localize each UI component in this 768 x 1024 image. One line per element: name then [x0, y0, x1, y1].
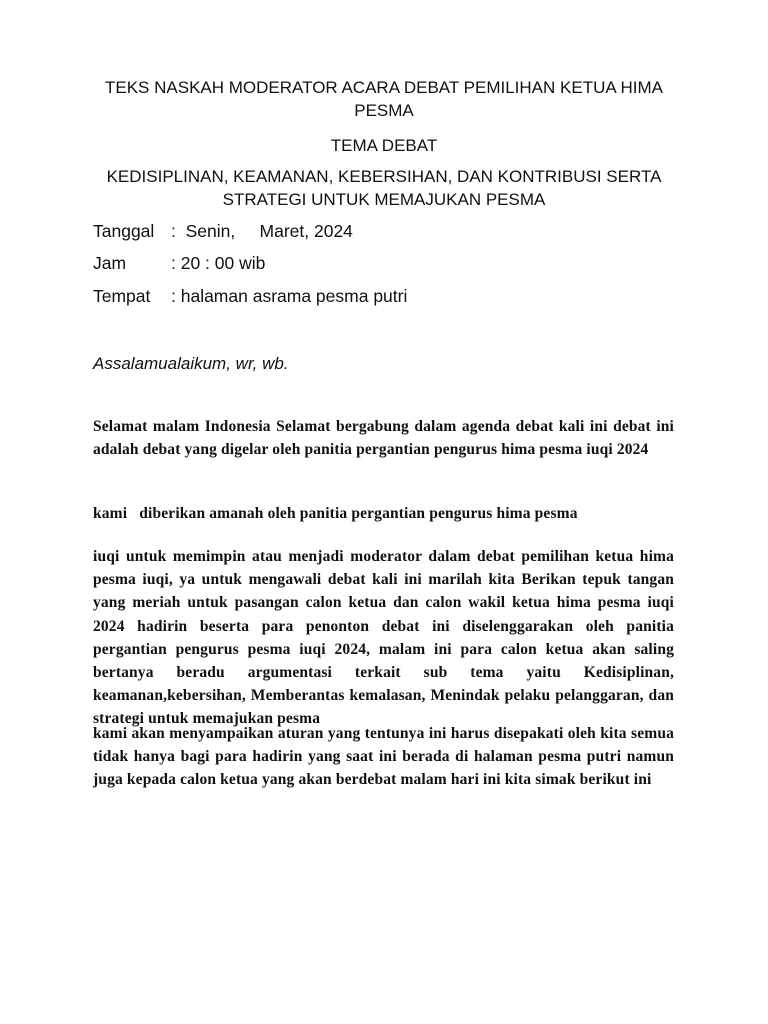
time-value: : 20 : 00 wib — [171, 253, 266, 273]
time-row — [93, 251, 265, 275]
document-title-line-1: TEKS NASKAH MODERATOR ACARA DEBAT PEMILIHAN KETUA HIMA — [105, 78, 663, 97]
date-value: : Senin, Maret, 2024 — [171, 221, 353, 241]
body-paragraph-1: Selamat malam Indonesia Selamat bergabung dalam agenda debat kali ini debat ini adalah debat yang digelar oleh panitia pergantian pengurus hima pesma iuqi 2024 — [93, 418, 674, 459]
document-title-line-2: PESMA — [354, 101, 414, 120]
theme-title-line-2: STRATEGI UNTUK MEMAJUKAN PESMA — [222, 190, 546, 209]
place-value: : halaman asrama pesma putri — [171, 286, 408, 306]
date-label: Tanggal — [93, 221, 155, 241]
theme-label: TEMA DEBAT — [330, 136, 438, 155]
body-paragraph-3: iuqi untuk memimpin atau menjadi moderator dalam debat pemilihan ketua hima pesma iuqi, ya untuk mengawali debat kali ini marilah kita Berikan tepuk tangan yang meriah untuk pasangan calon ketua dan calon wakil ketua hima pesma iuqi 2024 hadirin beserta para penonton debat ini diselenggarakan oleh panitia pergantian pengurus pesma iuqi 2024, malam ini para calon ketua akan saling bertanya beradu argumentasi terkait sub tema yaitu Kedisiplinan, keamanan,kebersihan, Memberantas kemalasan, Menindak pelaku pelanggaran, dan strategi untuk memajukan pesma — [93, 548, 674, 728]
time-label: Jam — [93, 253, 127, 273]
body-paragraph-2: kami diberikan amanah oleh panitia pergantian pengurus hima pesma — [93, 505, 578, 522]
greeting: Assalamualaikum, wr, wb. — [93, 354, 289, 373]
theme-title-line-1: KEDISIPLINAN, KEAMANAN, KEBERSIHAN, DAN KONTRIBUSI SERTA — [106, 167, 662, 186]
place-row — [93, 284, 407, 308]
date-row — [93, 219, 353, 243]
place-label: Tempat — [93, 286, 151, 306]
body-paragraph-4: kami akan menyampaikan aturan yang tentunya ini harus disepakati oleh kita semua tidak hanya bagi para hadirin yang saat ini berada di halaman pesma putri namun juga kepada calon ketua yang akan berdebat malam hari ini kita simak berikut ini — [93, 725, 674, 789]
